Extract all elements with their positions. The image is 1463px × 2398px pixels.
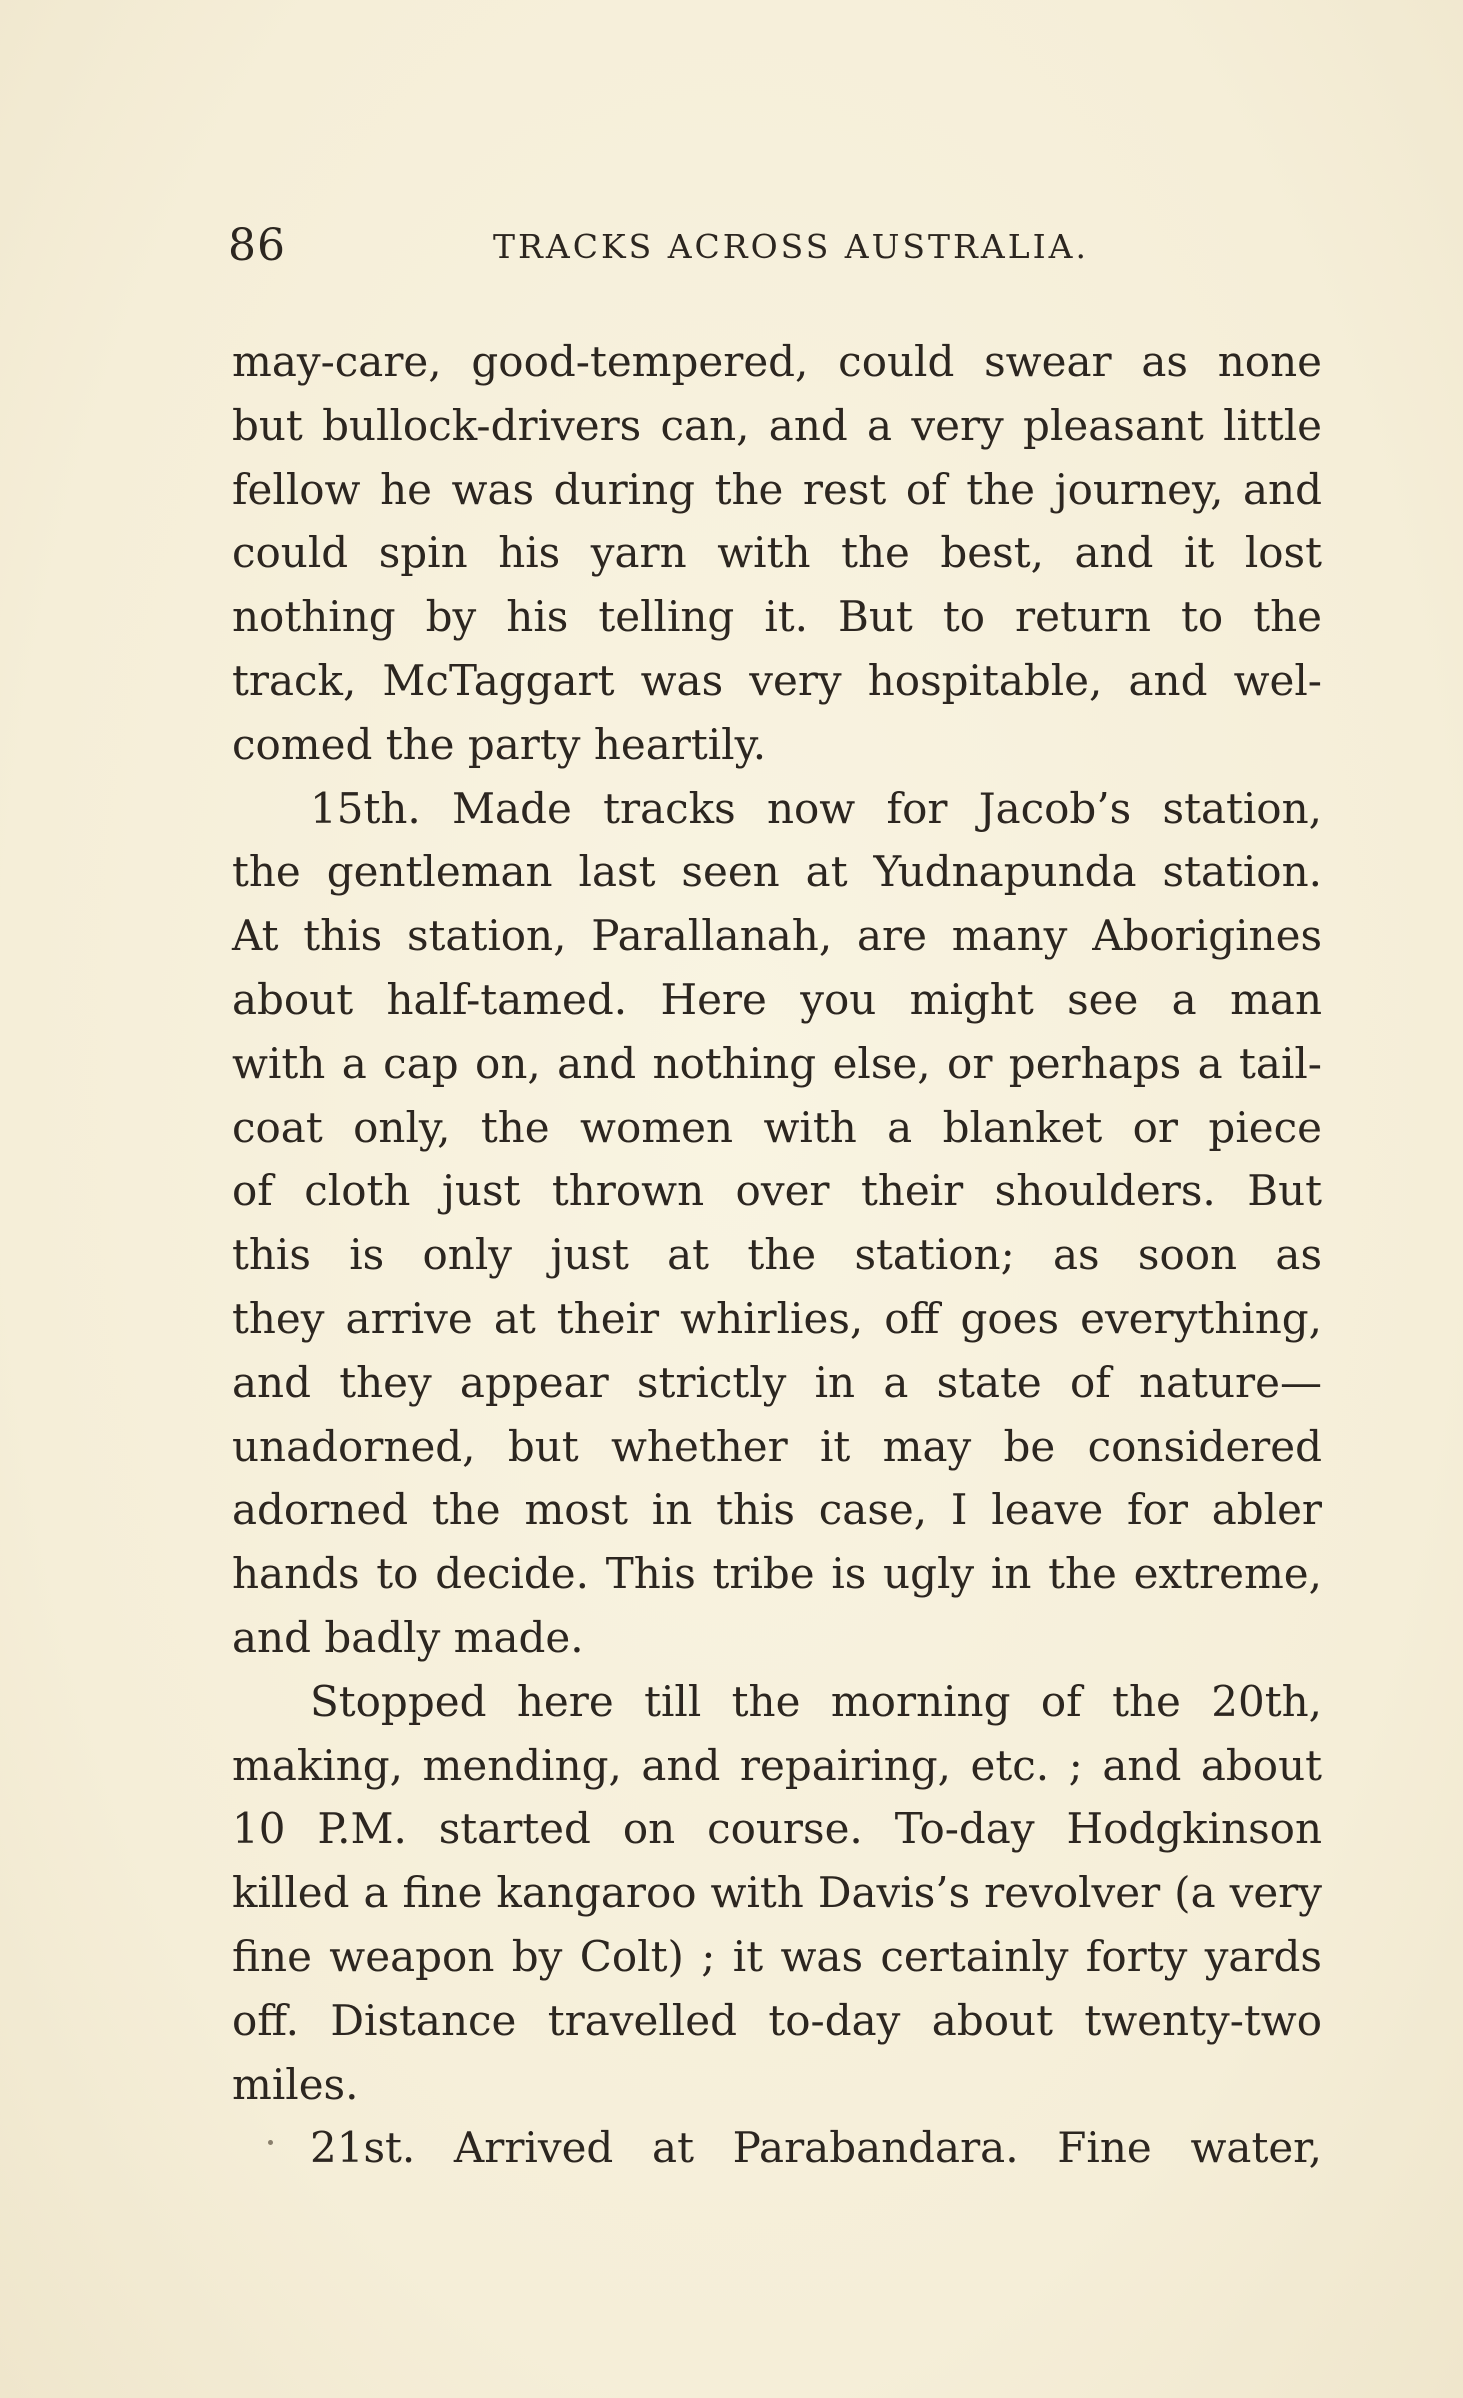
page-number: 86 bbox=[228, 220, 286, 271]
text-line: 10 P.M. started on course. To-day Hodgkinson bbox=[232, 1804, 1322, 1854]
text-line: miles. bbox=[232, 2059, 359, 2109]
text-line: but bullock-drivers can, and a very pleasant little bbox=[232, 400, 1322, 450]
body-text bbox=[232, 330, 1322, 2180]
text-line: may-care, good-tempered, could swear as none bbox=[232, 337, 1322, 386]
text-line: At this station, Parallanah, are many Aborigines bbox=[232, 911, 1322, 961]
running-title: TRACKS ACROSS AUSTRALIA. bbox=[493, 227, 1090, 266]
running-head bbox=[228, 216, 1328, 276]
text-line: off. Distance travelled to-day about twenty-two bbox=[232, 1995, 1322, 2045]
text-line: could spin his yarn with the best, and it lost bbox=[232, 528, 1322, 578]
text-line: this is only just at the station; as soon as bbox=[232, 1230, 1322, 1280]
text-line: 15th. Made tracks now for Jacob’s station, bbox=[310, 783, 1322, 833]
text-line: unadorned, but whether it may be considered bbox=[232, 1421, 1322, 1471]
text-line: of cloth just thrown over their shoulders. But bbox=[232, 1166, 1322, 1216]
text-line: killed a fine kangaroo with Davis’s revolver (a very bbox=[232, 1868, 1322, 1918]
text-line: about half-tamed. Here you might see a man bbox=[232, 974, 1322, 1024]
text-line: and they appear strictly in a state of nature— bbox=[232, 1357, 1322, 1407]
text-line: adorned the most in this case, I leave for abler bbox=[232, 1485, 1322, 1535]
text-line: with a cap on, and nothing else, or perhaps a tail- bbox=[232, 1038, 1322, 1088]
text-line: nothing by his telling it. But to return to the bbox=[232, 592, 1322, 642]
text-line: 21st. Arrived at Parabandara. Fine water, bbox=[310, 2123, 1322, 2173]
text-line: hands to decide. This tribe is ugly in the extreme, bbox=[232, 1549, 1322, 1599]
text-line: and badly made. bbox=[232, 1612, 584, 1662]
text-line: Stopped here till the morning of the 20th, bbox=[310, 1676, 1322, 1726]
text-line: track, McTaggart was very hospitable, and wel- bbox=[232, 655, 1322, 705]
text-line: the gentleman last seen at Yudnapunda station. bbox=[232, 847, 1322, 897]
ink-speck bbox=[268, 2140, 273, 2145]
text-line: fellow he was during the rest of the journey, and bbox=[232, 464, 1322, 514]
text-line: making, mending, and repairing, etc. ; and about bbox=[232, 1740, 1322, 1790]
text-line: they arrive at their whirlies, off goes everything, bbox=[232, 1293, 1322, 1343]
text-line: fine weapon by Colt) ; it was certainly forty yards bbox=[232, 1931, 1322, 1981]
text-line: comed the party heartily. bbox=[232, 719, 767, 769]
text-line: coat only, the women with a blanket or piece bbox=[232, 1102, 1322, 1152]
